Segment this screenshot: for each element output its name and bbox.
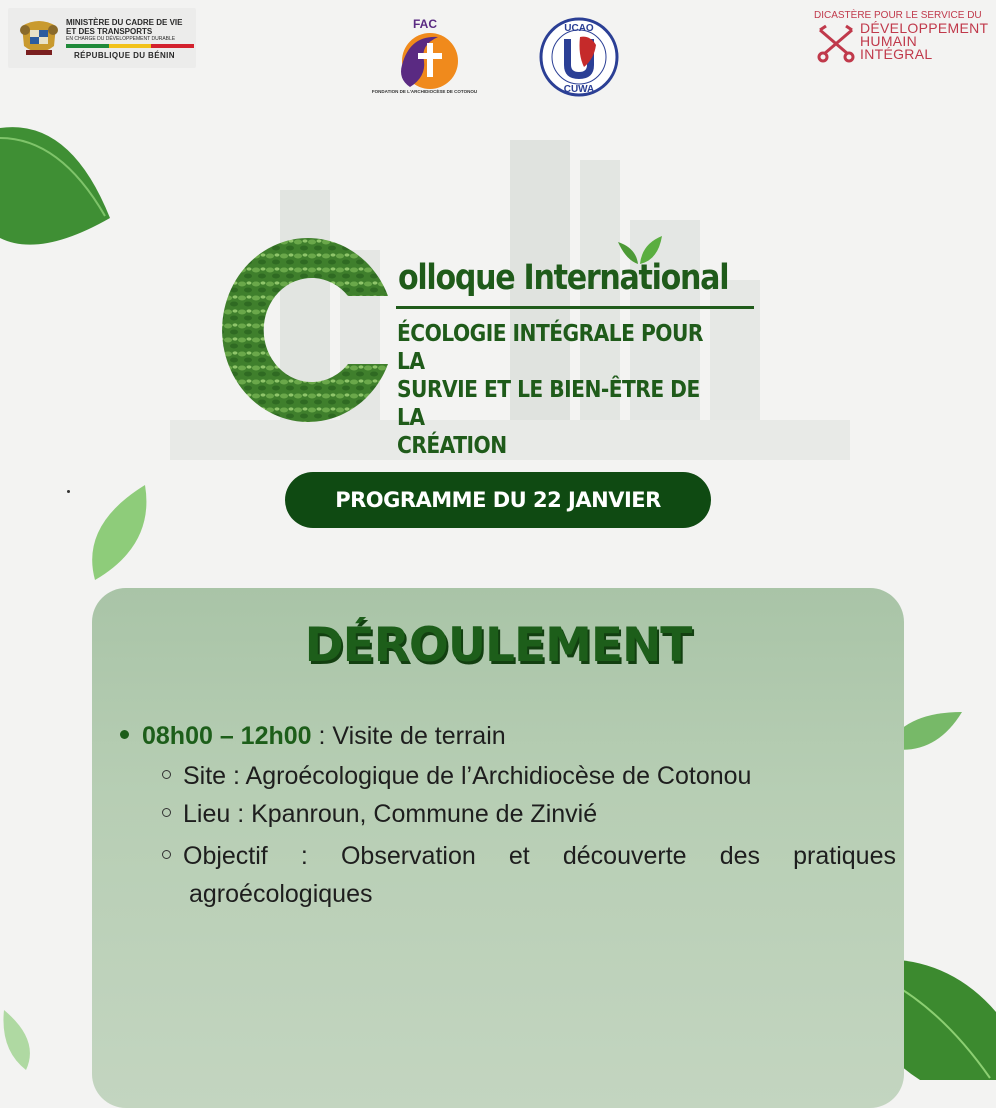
dicastere-line1: DICASTÈRE POUR LE SERVICE DU (814, 10, 982, 21)
objective-word: Observation (340, 842, 476, 870)
bullet-circle-icon (162, 770, 171, 779)
dicastere-line2: DÉVELOPPEMENT (860, 20, 989, 36)
event-subtitle (397, 320, 731, 460)
bullet-circle-icon (162, 850, 171, 859)
objective-word: : (300, 842, 308, 870)
objective-line2: agroécologiques (189, 880, 373, 908)
title-underline (396, 306, 754, 309)
objective-word: pratiques (793, 842, 896, 870)
objective-word: des (719, 842, 761, 870)
fac-logo (380, 15, 470, 100)
republic-label: RÉPUBLIQUE DU BÉNIN (74, 51, 175, 60)
bullet-circle-icon (162, 808, 171, 817)
ministry-text (66, 18, 194, 43)
schedule-sub-item-objectif (162, 837, 896, 913)
ministry-name-line2: ET DES TRANSPORTS (66, 27, 153, 36)
objective-word: découverte (562, 842, 687, 870)
ministry-name-line1: MINISTÈRE DU CADRE DE VIE (66, 18, 183, 27)
schedule-heading: DÉROULEMENT (304, 618, 692, 673)
ucao-top-label: UCAO (564, 23, 594, 34)
leafy-c-emblem (210, 224, 400, 424)
bullet-disc-icon (120, 730, 129, 739)
event-subtitle-line2: SURVIE ET LE BIEN-ÊTRE DE LA (397, 377, 700, 431)
leaf-bottom-left-icon (0, 1010, 40, 1070)
schedule-sub-item-site (162, 762, 751, 791)
ucao-logo (532, 15, 626, 99)
dicastere-line3: HUMAIN (860, 33, 918, 49)
schedule-time: 08h00 – 12h00 (142, 722, 312, 750)
benin-flag-stripe (66, 44, 194, 48)
sub-item-text: Site : Agroécologique de l’Archidiocèse de Cotonou (183, 762, 752, 790)
dicastere-line4: INTÉGRAL (860, 46, 933, 62)
schedule-activity: : Visite de terrain (311, 722, 506, 750)
event-title: olloque International (398, 258, 729, 298)
ucao-bottom-label: CUWA (563, 84, 595, 95)
fac-acronym: FAC (413, 17, 437, 31)
sub-item-text: Lieu : Kpanroun, Commune de Zinvié (183, 800, 598, 828)
stray-dot (67, 490, 70, 493)
leaf-mid-left-icon (85, 485, 155, 585)
benin-coat-of-arms-icon (16, 16, 62, 60)
schedule-sub-item-lieu (162, 800, 597, 829)
schedule-item-main (120, 722, 506, 751)
leaf-top-left-icon (0, 118, 114, 250)
programme-date-banner: PROGRAMME DU 22 JANVIER (285, 472, 711, 528)
objective-word: et (508, 842, 530, 870)
crossed-keys-icon (814, 24, 858, 64)
event-subtitle-line1: ÉCOLOGIE INTÉGRALE POUR LA (397, 321, 703, 375)
objective-word: Objectif (183, 842, 268, 870)
fac-caption: FONDATION DE L'ARCHIDIOCÈSE DE COTONOU (371, 89, 478, 94)
dicastere-name (860, 22, 988, 61)
ministry-logo (8, 8, 196, 68)
ministry-mandate: EN CHARGE DU DÉVELOPPEMENT DURABLE (66, 36, 176, 42)
objective-line1 (162, 837, 896, 875)
event-subtitle-line3: CRÉATION (397, 433, 507, 459)
